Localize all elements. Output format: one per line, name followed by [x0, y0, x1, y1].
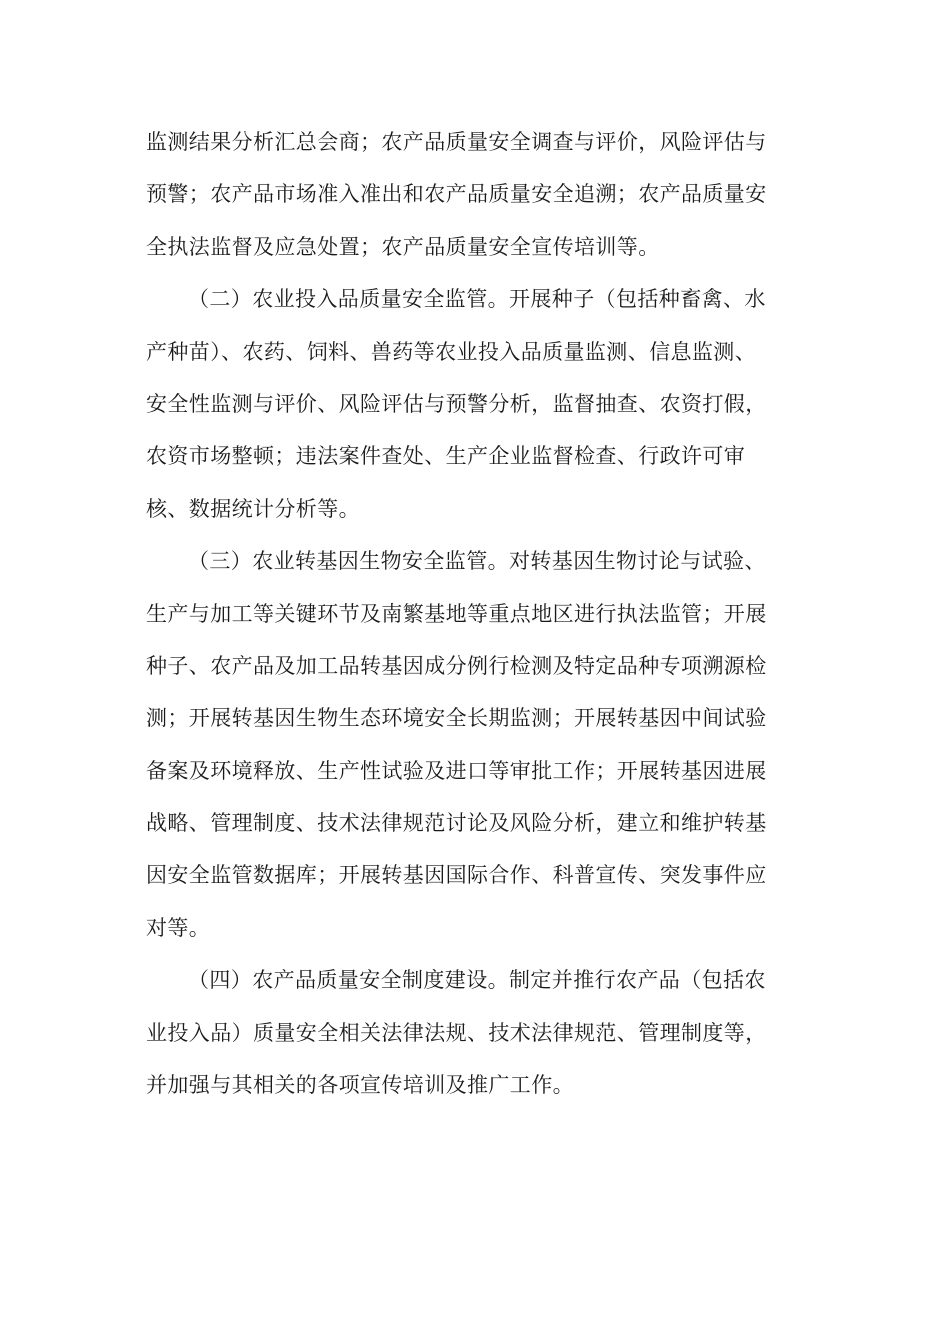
paragraph-line: （三）农业转基因生物安全监管。对转基因生物讨论与试验、	[188, 549, 766, 574]
paragraph-line: （二）农业投入品质量安全监管。开展种子（包括种畜禽、水	[188, 287, 766, 312]
paragraph-line: （四）农产品质量安全制度建设。制定并推行农产品（包括农	[188, 968, 766, 993]
paragraph-line: 对等。	[146, 915, 211, 940]
paragraph-line: 种子、农产品及加工品转基因成分例行检测及特定品种专项溯源检	[146, 653, 767, 678]
paragraph-line: 备案及环境释放、生产性试验及进口等审批工作；开展转基因进展	[146, 758, 767, 783]
paragraph-line: 预警；农产品市场准入准出和农产品质量安全追溯；农产品质量安	[146, 182, 767, 207]
paragraph-line: 核、数据统计分析等。	[146, 496, 360, 521]
paragraph-line: 产种苗）、农药、饲料、兽药等农业投入品质量监测、信息监测、	[146, 339, 757, 364]
paragraph-line: 全执法监督及应急处置；农产品质量安全宣传培训等。	[146, 234, 660, 259]
paragraph-line: 测；开展转基因生物生态环境安全长期监测；开展转基因中间试验	[146, 706, 767, 731]
paragraph-line: 业投入品）质量安全相关法律法规、技术法律规范、管理制度等，	[146, 1020, 767, 1045]
paragraph-line: 安全性监测与评价、风险评估与预警分析，监督抽查、农资打假，	[146, 391, 767, 416]
paragraph-line: 因安全监管数据库；开展转基因国际合作、科普宣传、突发事件应	[146, 863, 767, 888]
paragraph-line: 生产与加工等关键环节及南繁基地等重点地区进行执法监管；开展	[146, 601, 767, 626]
document-body	[146, 116, 806, 1111]
paragraph-line: 农资市场整顿；违法案件查处、生产企业监督检查、行政许可审	[146, 444, 746, 469]
paragraph-line: 战略、管理制度、技术法律规范讨论及风险分析，建立和维护转基	[146, 811, 767, 836]
paragraph-line: 监测结果分析汇总会商；农产品质量安全调查与评价，风险评估与	[146, 130, 767, 154]
paragraph-line: 并加强与其相关的各项宣传培训及推广工作。	[146, 1073, 574, 1098]
